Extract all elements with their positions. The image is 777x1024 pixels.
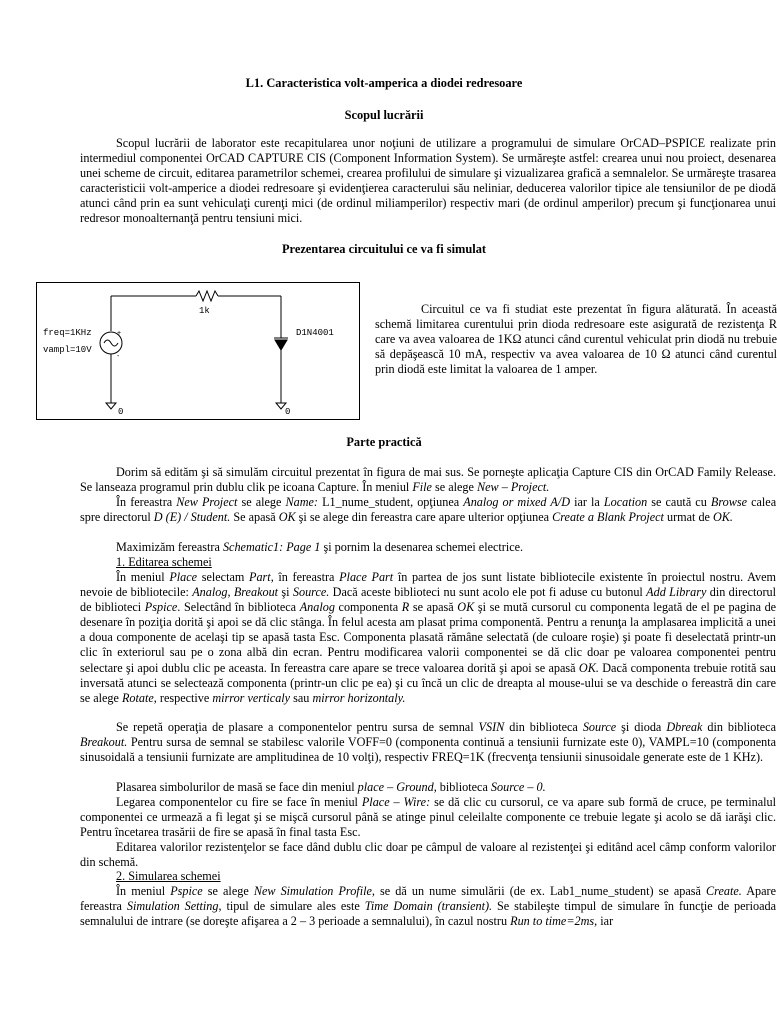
source-freq-label: freq=1KHz [43,328,92,338]
diode-label: D1N4001 [296,328,334,338]
scope-paragraph: Scopul lucrării de laborator este recapitularea unor noţiuni de utilizare a programului de simulare OrCAD–PSPICE realizate prin intermediul componentei OrCAD CAPTURE CIS (Component Information System). Se urmăreşte astfel: crearea unui nou proiect, desenarea unei scheme de circuit, editarea parametrilor schemei, crearea profilului de simulare şi vizualizarea grafică a semnalelor. Se urmăreşte trasarea caracteristicii volt-amperice a diodei redresoare şi evidenţierea caracterului său neliniar, deducerea valorilor tipice ale tensiunilor de pe diodă atunci când prin ea sunt vehiculaţi curenţi mici (de ordinul miliamperilor) respectiv mari (de ordinul amperilor) precum şi funcţionarea unui redresor monoalternanţă pentru tensiuni mici. [80,136,776,226]
section-title-practical: Parte practică [346,435,422,449]
circuit-figure [36,282,360,420]
ground-right-label: 0 [285,407,291,417]
practical-p6: Plasarea simbolurilor de masă se face din meniul place – Ground, biblioteca Source – 0. [116,780,546,794]
source-plus-icon [117,330,121,360]
practical-p4: În meniul Place selectam Part, în fereastra Place Part în partea de jos sunt listate bibliotecile existente în proiectul nostru. Avem nevoie de bibliotecile: Analog, Breakout şi Source. Dacă aceste biblioteci nu sunt acolo ele pot fi aduse cu butonul Add Library din directorul de biblioteci Pspice. Selectând în biblioteca Analog componenta R se apasă OK şi se mută cursorul cu componenta legată de el pe pagina de desenare în poziţia dorită şi apoi se dă clic stânga. În felul acesta am plasat prima componentă. Pentru a renunţa la amplasarea implicită a unei a doua componente de acelaşi tip se apasă tasta Esc. Componenta plasată rămâne selectată (de culoare roşie) şi poate fi deselectată printr-un clic în exteriorul sau pe o zona albă din ecran. Pentru modificarea valorii componentei se dă clic doar pe valoarea componentei pentru selectare şi apoi dublu clic pe aceasta. In fereastra care apare se trece valoarea dorită şi apoi se apasă OK. Dacă componenta trebuie rotită sau inversată atunci se selectează componenta (printr-un clic pe ea) şi cu încă un clic de dreapta al mouse-ului se va deschide o fereastră din care se alege Rotate, respective mirror verticaly sau mirror horizontaly. [80,570,777,705]
svg-text:+: + [117,330,122,337]
section-title-scope: Scopul lucrării [344,108,424,122]
practical-p2: În fereastra New Project se alege Name: L1_nume_student, opţiunea Analog or mixed A/D iar la Location se caută cu Browse calea spre directorul D (E) / Student. Se apasă OK şi se alege din fereastra care apare ulterior opţiunea Create a Blank Project urmat de OK. [80,495,777,525]
subsection-editing: 1. Editarea schemei [116,555,212,569]
resistor-label: 1k [199,306,210,316]
practical-p3: Maximizăm fereastra Schematic1: Page 1 şi pornim la desenarea schemei electrice. [116,540,524,554]
svg-text:-: - [117,353,120,360]
source-vampl-label: vampl=10V [43,345,92,355]
practical-p1: Dorim să edităm şi să simulăm circuitul prezentat în figura de mai sus. Se porneşte aplicaţia Capture CIS din OrCAD Family Release. Se lanseaza programul prin dublu clik pe icoana Capture. În meniul File se alege New – Project. [80,465,776,495]
figure-description: Circuitul ce va fi studiat este prezentat în figura alăturată. În această schemă limitarea curentului prin dioda redresoare este asigurată de rezistenţa R care va avea valoarea de 1KΩ atunci când curentul vehiculat prin diodă nu trebuie să depăşească 10 mA, respectiv va avea valoarea de 10 Ω atunci când curentul prin diodă este limitat la valoarea de 1 amper. [375,302,777,377]
ground-left-label: 0 [118,407,124,417]
section-title-circuit: Prezentarea circuitului ce va fi simulat [281,242,487,256]
practical-p5: Se repetă operaţia de plasare a componentelor pentru sursa de semnal VSIN din biblioteca Source şi dioda Dbreak din biblioteca Breakout. Pentru sursa de semnal se stabilesc valorile VOFF=0 (componenta continuă a tensiunii furnizate este 0), VAMPL=10 (componenta sinusoidală a tensiunii furnizate are amplitudinea de 10 volţi), respectiv FREQ=1K (frecvenţa tensiunii sinusoidale generate este de 1 KHz). [80,720,777,765]
practical-p9: În meniul Pspice se alege New Simulation Profile, se dă un nume simulării (de ex. Lab1_nume_student) se apasă Create. Apare fereastra Simulation Setting, tipul de simulare ales este Time Domain (transient). Se stabileşte timpul de simulare în funcţie de perioada semnalului de intrare (se doreşte afişarea a 2 – 3 perioade a semnalului), în cazul nostru Run to time=2ms, iar [80,884,777,929]
subsection-simulation: 2. Simularea schemei [116,869,221,883]
document-title: L1. Caracteristica volt-amperica a diodei redresoare [245,76,523,90]
practical-p7: Legarea componentelor cu fire se face în meniul Place – Wire: se dă clic cu cursorul, ce va apare sub formă de cruce, pe terminalul componentei ce urmează a fi legat şi se mişcă cursorul până se atinge pinul celeilalte componente ce trebuie legate şi acolo se dă iarăşi clic. Pentru încetarea trasării de fire se apasă în final tasta Esc. [80,795,776,840]
practical-p8: Editarea valorilor rezistenţelor se face dând dublu clic doar pe câmpul de valoare al rezistenţei şi editând acel câmp conform valorilor din schemă. [80,840,776,870]
